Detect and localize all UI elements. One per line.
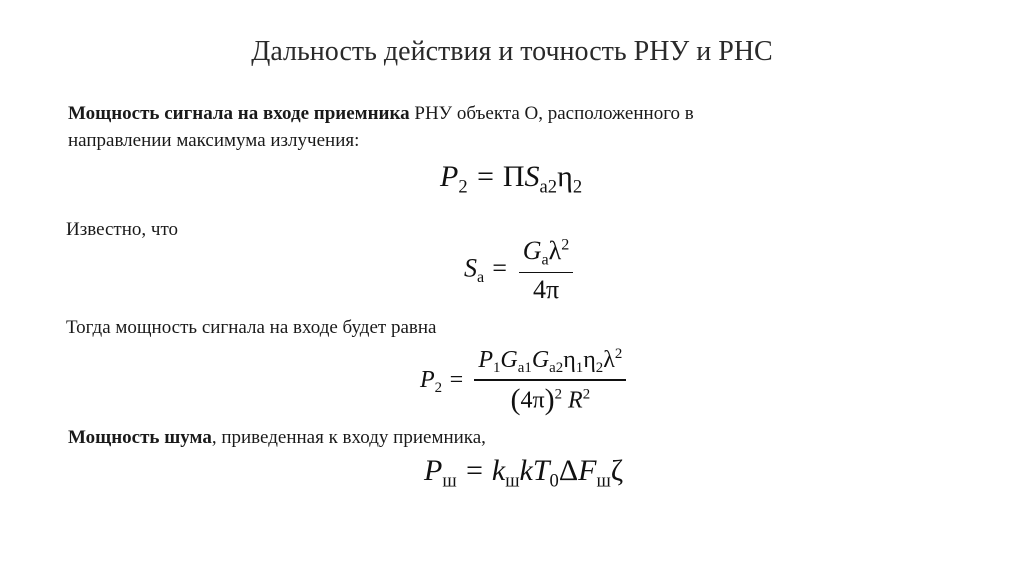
fraction-effective-area: $\frac{G_a\lambda^2}{4\pi}$ <box>519 236 574 305</box>
paragraph-then: Тогда мощность сигнала на входе будет равна <box>66 317 437 338</box>
formula-effective-area: $S_a$ = $\frac{G_a\lambda^2}{4\pi}$ <box>464 236 577 305</box>
paragraph-noise-power <box>68 424 486 451</box>
noise-power-rest: , приведенная к входу приемника, <box>211 427 486 448</box>
signal-power-bold: Мощность сигнала на входе приемника <box>68 103 410 124</box>
slide-title: Дальность действия и точность РНУ и РНС <box>251 36 773 67</box>
paragraph-signal-power <box>68 100 968 154</box>
paragraph-known: Известно, что <box>66 219 179 240</box>
formula-received-power: $P_2 = ПS_{a2}\eta_2$ <box>440 160 583 198</box>
signal-power-line2: направлении максимума излучения: <box>68 130 360 151</box>
signal-power-rest: РНУ объекта О, расположенного в <box>409 103 694 124</box>
fraction-signal-power: $\frac{P_1G_{a1}G_{a2}\eta_1\eta_2\lambda^2}{(4\pi)^2 R^2}$ <box>474 346 626 417</box>
noise-power-bold: Мощность шума <box>68 427 212 448</box>
formula-signal-power: $P_2$ = $\frac{P_1G_{a1}G_{a2}\eta_1\eta_2\lambda^2}{(4\pi)^2 R^2}$ <box>420 346 630 417</box>
formula-noise-power: $P_ш = k_шkT_0\Delta F_ш\zeta$ <box>424 454 624 492</box>
